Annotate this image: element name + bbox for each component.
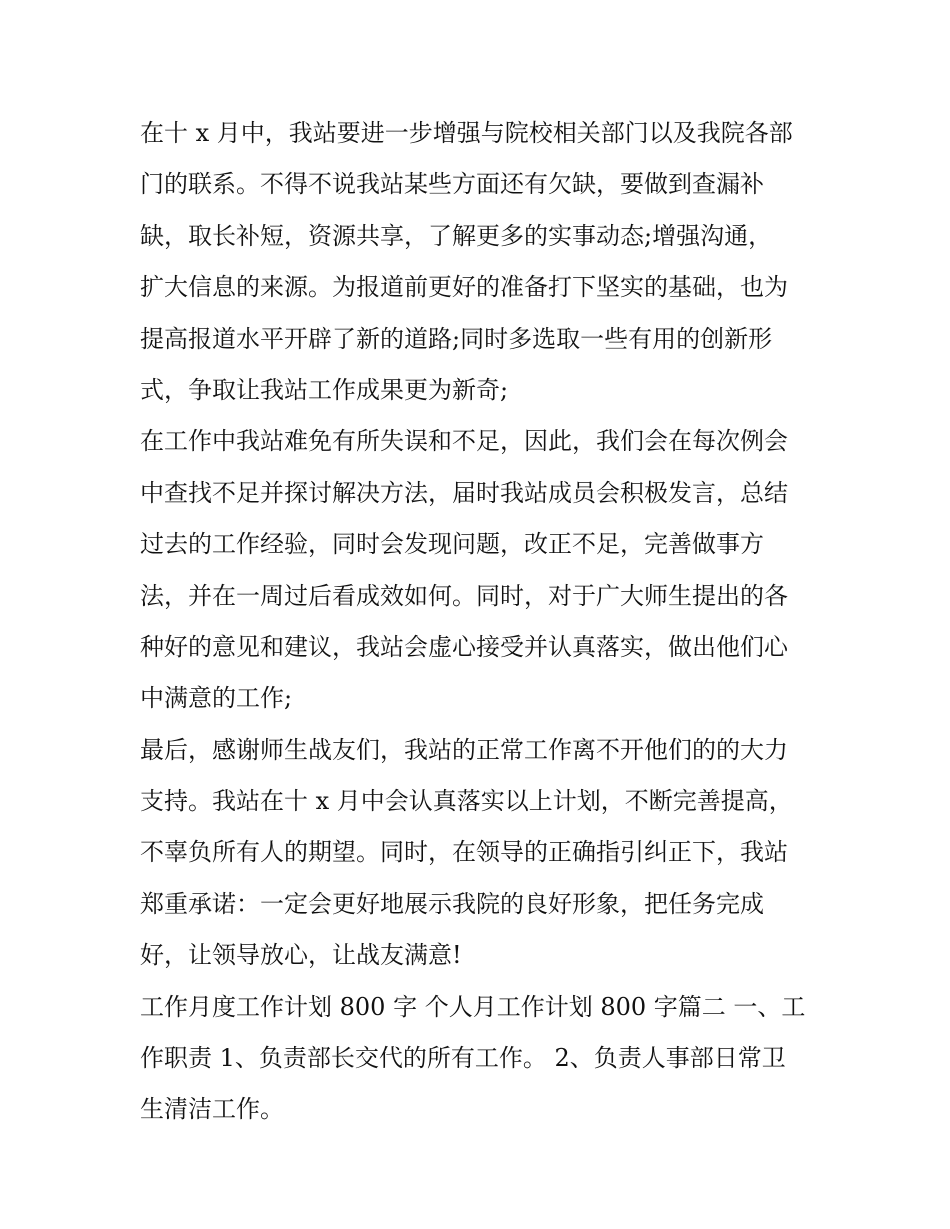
text-line: 在十 x 月中，我站要进一步增强与院校相关部门以及我院各部 [140,119,793,147]
text-line: 门的联系。不得不说我站某些方面还有欠缺，要做到查漏补 [140,170,764,199]
text-line: 种好的意见和建议，我站会虚心接受并认真落实，做出他们心 [140,632,788,661]
text-line: 作职责 1、负责部长交代的所有工作。 2、负责人事部日常卫 [140,1044,786,1073]
text-line: 提高报道水平开辟了新的道路;同时多选取一些有用的创新形 [140,324,773,353]
text-line: 生清洁工作。 [140,1095,284,1124]
text-line: 郑重承诺：一定会更好地展示我院的良好形象，把任务完成 [140,889,764,918]
text-line: 中满意的工作; [140,684,293,713]
text-line: 缺，取长补短，资源共享，了解更多的实事动态;增强沟通， [140,221,773,250]
text-line: 工作月度工作计划 800 字 个人月工作计划 800 字篇二 一、工 [140,992,806,1021]
text-line: 扩大信息的来源。为报道前更好的准备打下坚实的基础，也为 [140,273,788,302]
text-line: 式，争取让我站工作成果更为新奇; [140,375,509,404]
text-line: 过去的工作经验，同时会发现问题，改正不足，完善做事方 [140,530,764,559]
text-line: 最后，感谢师生战友们，我站的正常工作离不开他们的的大力 [140,735,788,764]
text-line: 中查找不足并探讨解决方法，届时我站成员会积极发言，总结 [140,478,788,507]
text-line: 支持。我站在十 x 月中会认真落实以上计划，不断完善提高， [140,787,793,816]
document-body [140,108,820,1136]
text-line: 在工作中我站难免有所失误和不足，因此，我们会在每次例会 [140,427,788,456]
text-line: 法，并在一周过后看成效如何。同时，对于广大师生提出的各 [140,581,788,610]
text-line: 好，让领导放心，让战友满意! [140,941,462,970]
text-line: 不辜负所有人的期望。同时，在领导的正确指引纠正下，我站 [140,838,788,867]
